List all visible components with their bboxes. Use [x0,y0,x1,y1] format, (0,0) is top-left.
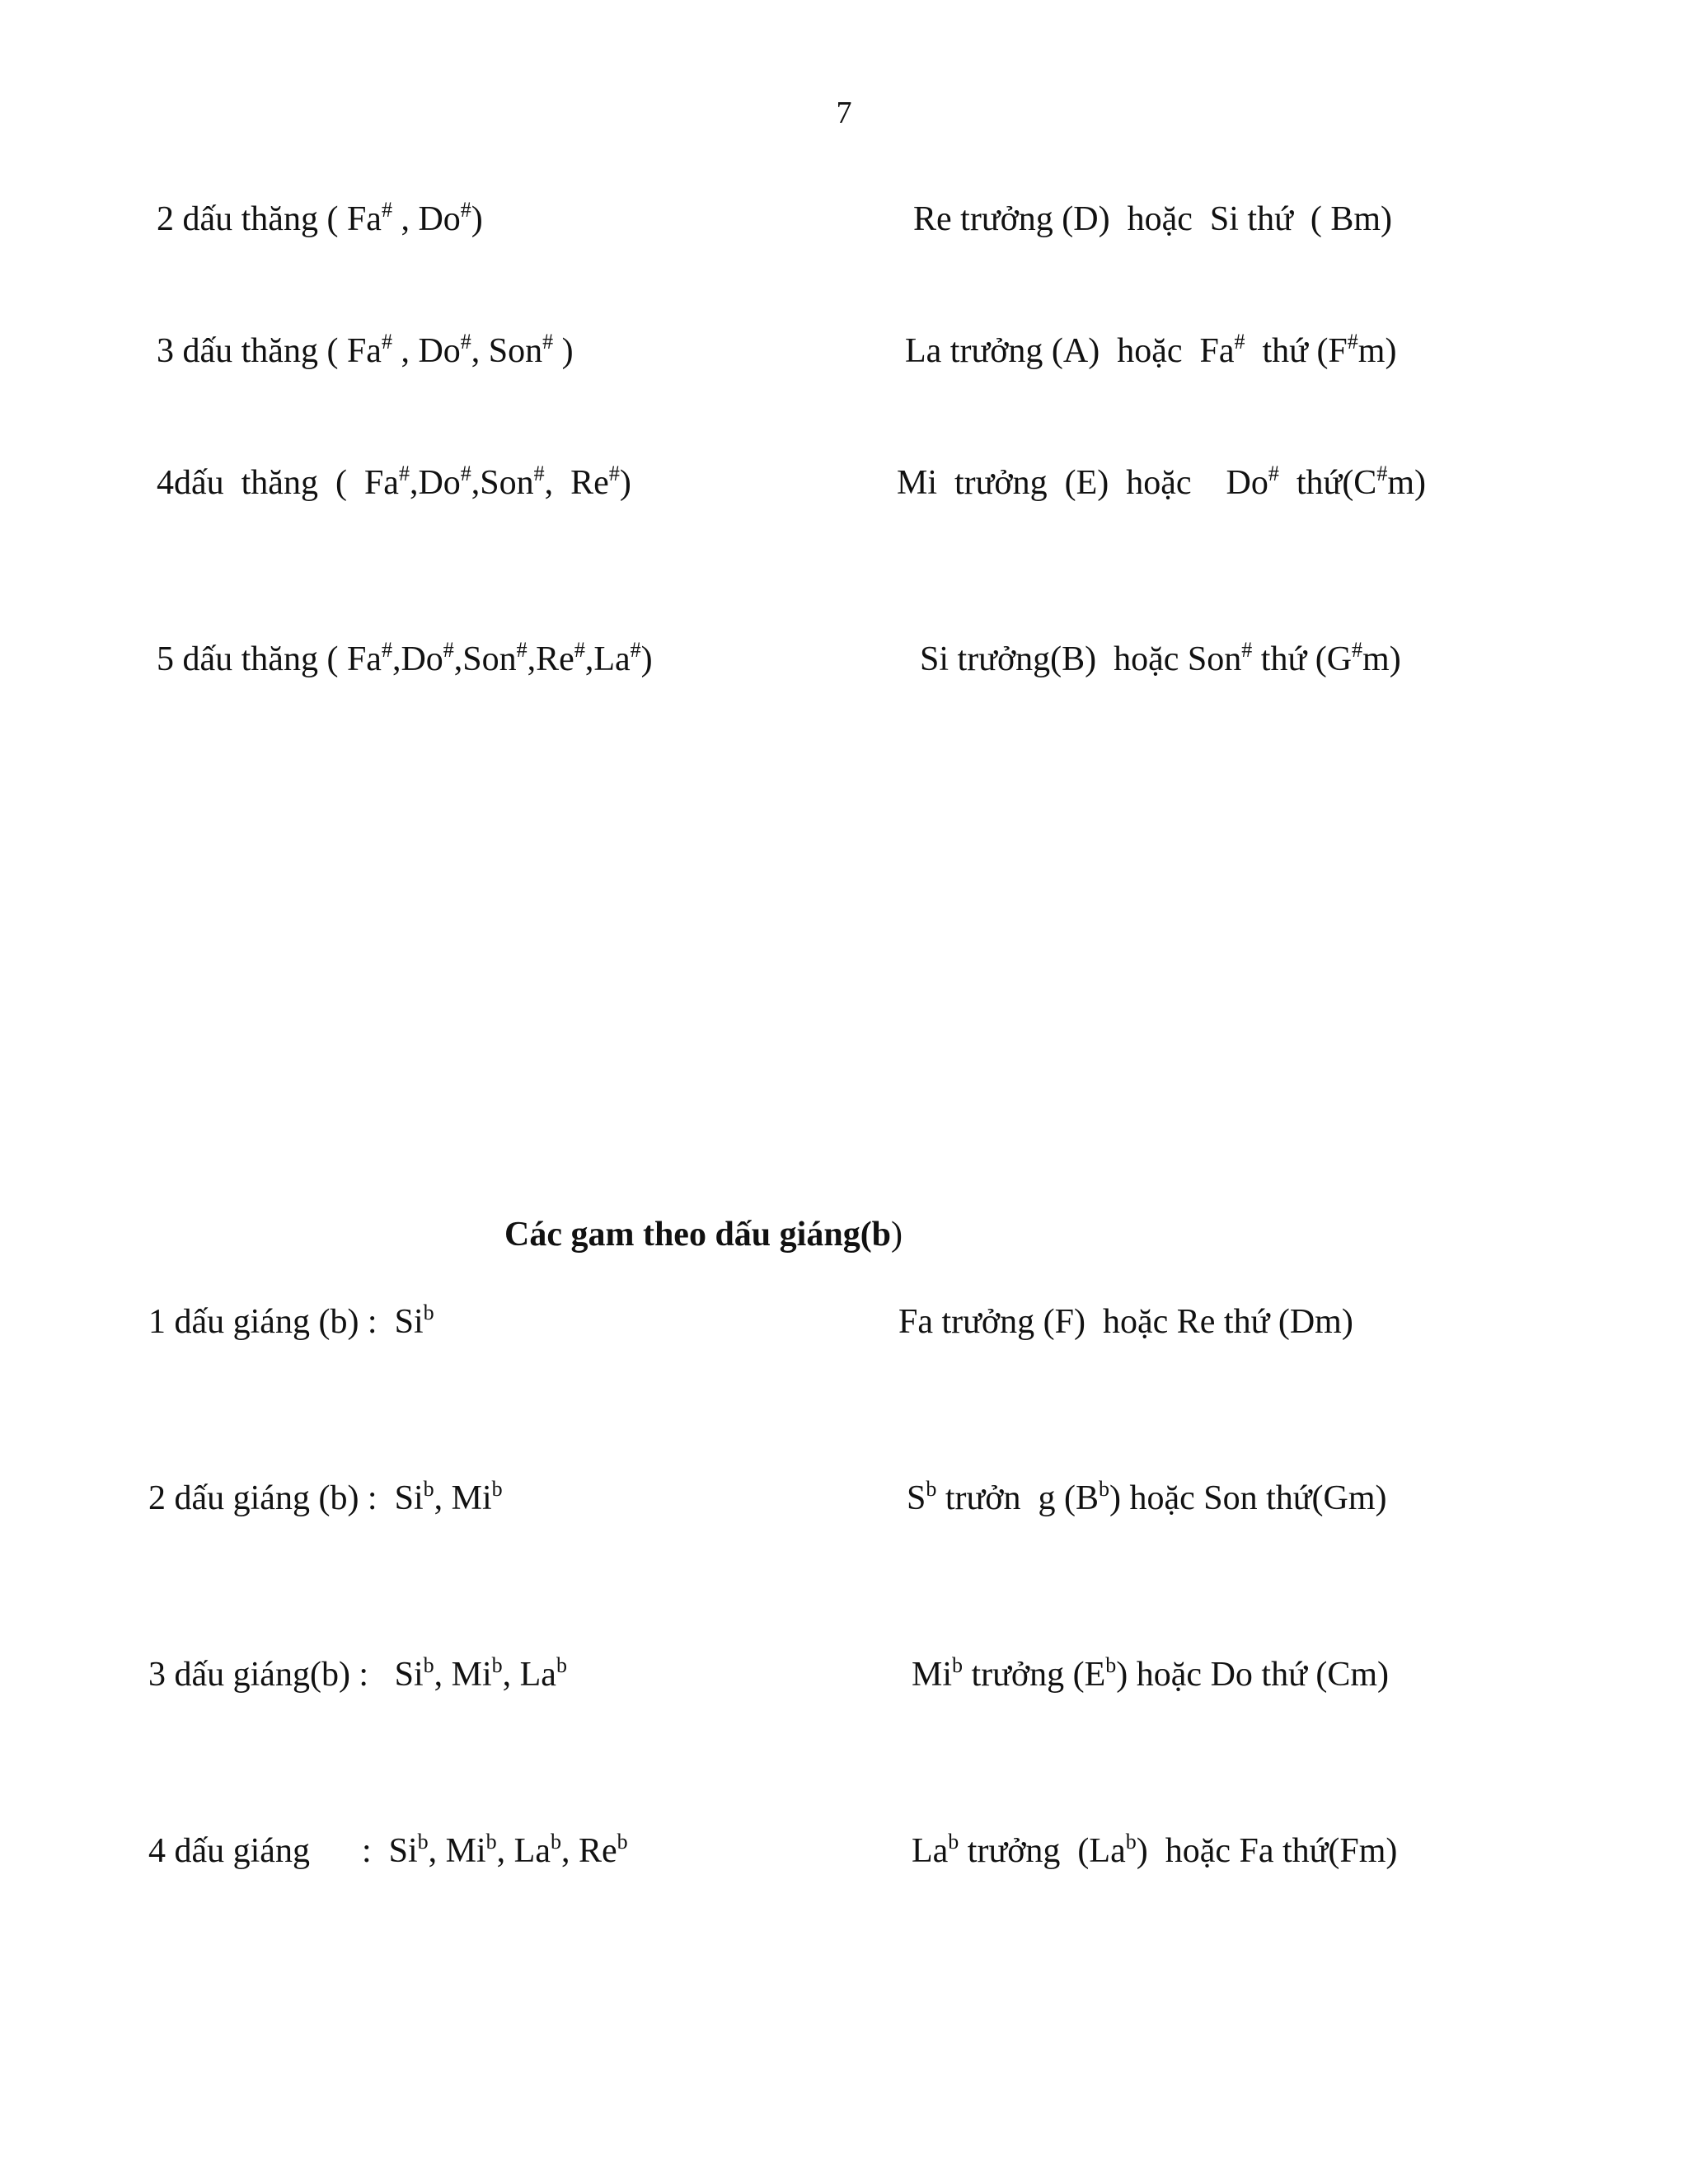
text-segment: 2 dấu giáng (b) : Si [148,1479,424,1517]
flats-row-2-accidentals [148,1474,503,1523]
text-segment: , Mi [428,1832,486,1870]
text-segment: ,Son [453,640,517,678]
text-segment: 4dấu thăng ( Fa [157,464,399,502]
text-segment: Re trưởng (D) hoặc Si thứ ( Bm) [913,200,1392,238]
accidental-superscript: b [1125,1830,1137,1854]
sharps-row-2-key [913,194,1392,244]
accidental-superscript: # [533,462,545,485]
flats-row-3-accidentals [148,1650,567,1699]
accidental-superscript: # [460,330,471,354]
accidental-superscript: # [381,198,392,222]
accidental-superscript: b [417,1830,429,1854]
flats-row-4-accidentals [148,1826,628,1876]
text-segment: , Do [392,332,461,370]
text-segment: Si trưởng(B) hoặc Son [920,640,1242,678]
text-segment: La [912,1832,949,1870]
accidental-superscript: # [574,638,585,662]
text-segment: ) [619,464,631,502]
text-segment: , Re [560,1832,617,1870]
text-segment: trưởng (La [959,1832,1126,1870]
accidental-superscript: # [381,330,392,354]
text-segment: , Re [544,464,609,502]
text-segment: ) hoặc Do thứ (Cm) [1116,1656,1389,1694]
text-segment: ) hoặc Fa thứ(Fm) [1136,1832,1398,1870]
sharps-row-4 [0,458,1688,508]
text-segment: 5 dấu thăng ( Fa [157,640,382,678]
text-segment: S [907,1479,926,1517]
text-segment: ,La [584,640,631,678]
sharps-row-5-key [920,635,1401,684]
accidental-superscript: b [423,1477,434,1501]
text-segment: trưởng (E [963,1656,1106,1694]
text-segment: thứ (G [1252,640,1353,678]
accidental-superscript: # [1268,462,1279,485]
text-segment: , La [502,1656,556,1694]
text-segment: ,Son [471,464,534,502]
accidental-superscript: b [1099,1477,1109,1501]
text-segment: Mi [912,1656,953,1694]
flats-section-title-text: Các gam theo dấu giáng(b [504,1216,892,1254]
page-number: 7 [836,96,852,130]
accidental-superscript: # [1352,638,1363,662]
text-segment: trưởn g (B [936,1479,1099,1517]
text-segment: m) [1362,640,1401,678]
sharps-row-3-accidentals [157,326,574,376]
text-segment: , Do [392,200,461,238]
accidental-superscript: b [617,1830,628,1854]
flats-section-title-paren: ) [891,1216,903,1254]
text-segment: ,Do [409,464,461,502]
text-segment: ) [640,640,653,678]
accidental-superscript: b [423,1301,434,1324]
accidental-superscript: # [398,462,410,485]
text-segment: Fa trưởng (F) hoặc Re thứ (Dm) [898,1303,1353,1341]
text-segment: , La [496,1832,551,1870]
accidental-superscript: # [1347,330,1358,354]
sharps-row-4-accidentals [157,458,631,508]
accidental-superscript: # [608,462,620,485]
text-segment: thứ(C [1278,464,1377,502]
text-segment: 1 dấu giáng (b) : Si [148,1303,424,1341]
sharps-row-4-key [897,458,1426,508]
flats-row-2 [0,1474,1688,1523]
accidental-superscript: b [423,1653,434,1677]
text-segment: , Son [471,332,543,370]
sharps-row-5-accidentals [157,635,653,684]
flats-row-4-key [912,1826,1397,1876]
sharps-row-2-accidentals [157,194,483,244]
accidental-superscript: b [485,1830,497,1854]
accidental-superscript: # [443,638,454,662]
sharps-row-2 [0,194,1688,244]
flats-row-1-key [898,1297,1353,1347]
flats-row-3 [0,1650,1688,1699]
accidental-superscript: # [381,638,392,662]
sharps-row-5 [0,635,1688,684]
text-segment: ) [553,332,574,370]
accidental-superscript: # [542,330,554,354]
text-segment: ,Re [527,640,574,678]
text-segment: La trưởng (A) hoặc Fa [905,332,1235,370]
text-segment: 4 dấu giáng : Si [148,1832,418,1870]
accidental-superscript: b [926,1477,937,1501]
text-segment: ,Do [392,640,443,678]
flats-row-1-accidentals [148,1297,434,1347]
flats-section-title [504,1210,903,1259]
text-segment: 3 dấu thăng ( Fa [157,332,382,370]
accidental-superscript: # [1234,330,1245,354]
text-segment: m) [1387,464,1426,502]
accidental-superscript: b [550,1830,561,1854]
accidental-superscript: # [460,198,471,222]
flats-row-3-key [912,1650,1389,1699]
sharps-row-3 [0,326,1688,376]
accidental-superscript: b [491,1653,503,1677]
text-segment: ) [471,200,483,238]
accidental-superscript: b [948,1830,959,1854]
accidental-superscript: b [491,1477,503,1501]
accidental-superscript: # [516,638,528,662]
sharps-row-3-key [905,326,1396,376]
text-segment: , Mi [434,1479,492,1517]
flats-row-2-key [907,1474,1387,1523]
accidental-superscript: b [952,1653,964,1677]
accidental-superscript: b [1105,1653,1117,1677]
accidental-superscript: # [1376,462,1388,485]
accidental-superscript: b [556,1653,567,1677]
flats-row-4 [0,1826,1688,1876]
text-segment: , Mi [434,1656,492,1694]
text-segment: 2 dấu thăng ( Fa [157,200,382,238]
flats-row-1 [0,1297,1688,1347]
accidental-superscript: # [460,462,471,485]
text-segment: Mi trưởng (E) hoặc Do [897,464,1268,502]
text-segment: ) hoặc Son thứ(Gm) [1109,1479,1387,1517]
text-segment: thứ (F [1245,332,1348,370]
text-segment: m) [1357,332,1397,370]
text-segment: 3 dấu giáng(b) : Si [148,1656,424,1694]
accidental-superscript: # [630,638,641,662]
accidental-superscript: # [1241,638,1253,662]
